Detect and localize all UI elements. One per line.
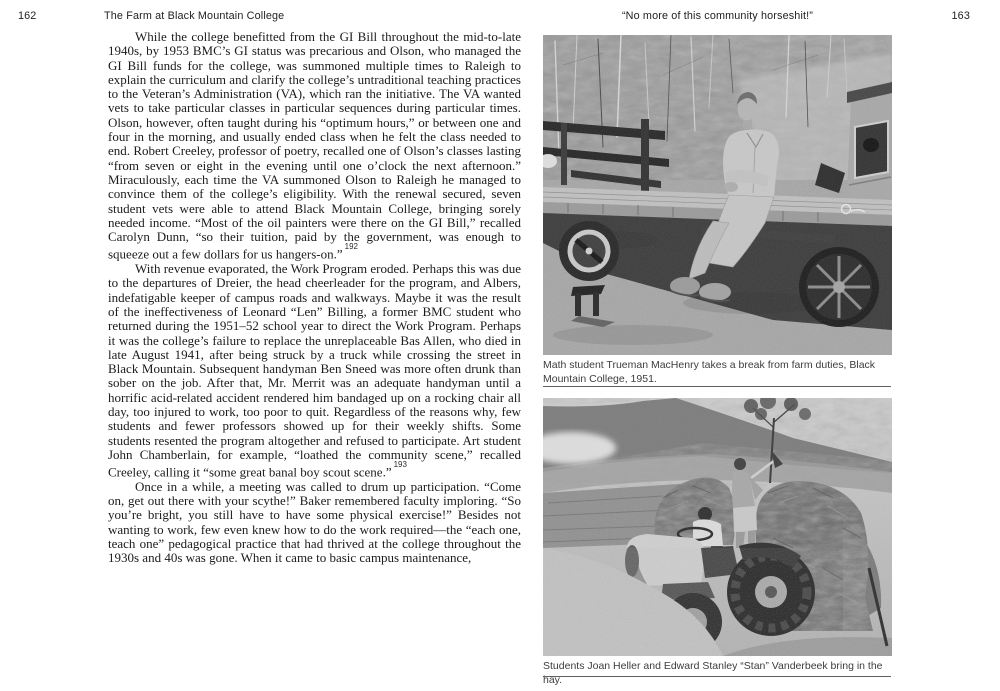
caption-rule-1 [543, 386, 891, 387]
photo1-grain [543, 35, 892, 355]
page-number-right: 163 [951, 10, 970, 22]
running-title-left: The Farm at Black Mountain College [104, 10, 285, 22]
body-paragraph-2 [108, 262, 521, 480]
footnote-marker-192: 192 [344, 242, 358, 252]
caption-rule-2 [543, 676, 891, 677]
photo2-grain [543, 398, 892, 656]
paragraph-text: While the college benefitted from the GI Bill throughout the mid-to-late 1940s, by 1953 BMC’s GI status was precarious and Olson, who managed the GI Bill funds for the college, was summoned multiple times to Raleigh to explain the curriculum and clarify the college’s untraditional teaching practices to the Veteran’s Administration (VA), which ran the initiative. The VA wanted vets to take particular classes in particular sequences during particular times. Olson, however, often taught during his “optimum hours,” or between one and four in the morning, and usually ended class when he felt the class needed to end. Robert Creeley, professor of poetry, recalled one of Olson’s classes lasting “from seven or eight in the evening until one o’clock the next afternoon.” Miraculously, each time the VA summoned Olson to Raleigh he managed to convince them of the college’s eligibility. With the renewal secured, seven student vets were able to attend Black Mountain College, bringing sorely needed income. “Most of the oil painters were there on the GI Bill,” recalled Carolyn Dunn, “so their tuition, paid by the government, was enough to squeeze out a few dollars for us hangers-on.” [108, 29, 521, 262]
bw-photo-student-seated-on-flatbed-wagon [543, 35, 892, 355]
body-paragraph-1 [108, 30, 521, 262]
body-paragraph-3 [108, 480, 521, 566]
running-title-right: “No more of this community horseshit!” [621, 10, 814, 22]
photo-caption-1: Math student Trueman MacHenry takes a break from farm duties, Black Mountain College, 1951. [543, 359, 876, 385]
paragraph-text: Once in a while, a meeting was called to drum up participation. “Come on, get out there with your scythe!” Baker remembered faculty imploring. “So you’re bright, you still have to have some physical exercise!” Besides not wanting to work, few even knew how to do the work required—the “each one, teach one” pedagogical practice that had thrived at the college throughout the 1930s and 40s was gone. When it came to basic campus maintenance, [108, 478, 521, 566]
photo-caption-2: Students Joan Heller and Edward Stanley “Stan” Vanderbeek bring in the hay. [543, 660, 883, 686]
paragraph-text: With revenue evaporated, the Work Program eroded. Perhaps this was due to the departures of Dreier, the head cheerleader for the program, and Albers, indefatigable keeper of campus roads and walkways. Maybe it was the result of the ineffectiveness of Leonard “Len” Billing, a former BMC student who returned during the 1951–52 school year to direct the Work Program. Perhaps it was the college’s failure to replace the unreplaceable Bas Allen, who died in late August 1941, after being struck by a truck while crossing the street in Black Mountain. Subsequent handyman Ben Sneed was more often drunk than sober on the job. After that, Mr. Merrit was an adequate handyman until a horrific acid-related accident rendered him bandaged up on a rocking chair all day, too injured to work, too poor to quit. Regardless of the reasons why, few students and fewer professors showed up for their weekly shifts. Some students resented the program altogether and refused to participate. Art student John Chamberlain, for example, “loathed the community scene,” recalled Creeley, calling it “some great banal boy scout scene.” [108, 261, 521, 480]
page-number-left: 162 [18, 10, 37, 22]
body-text-column [108, 30, 521, 566]
bw-photo-tractor-hauling-hay-with-students [543, 398, 892, 656]
footnote-marker-193: 193 [393, 460, 407, 470]
